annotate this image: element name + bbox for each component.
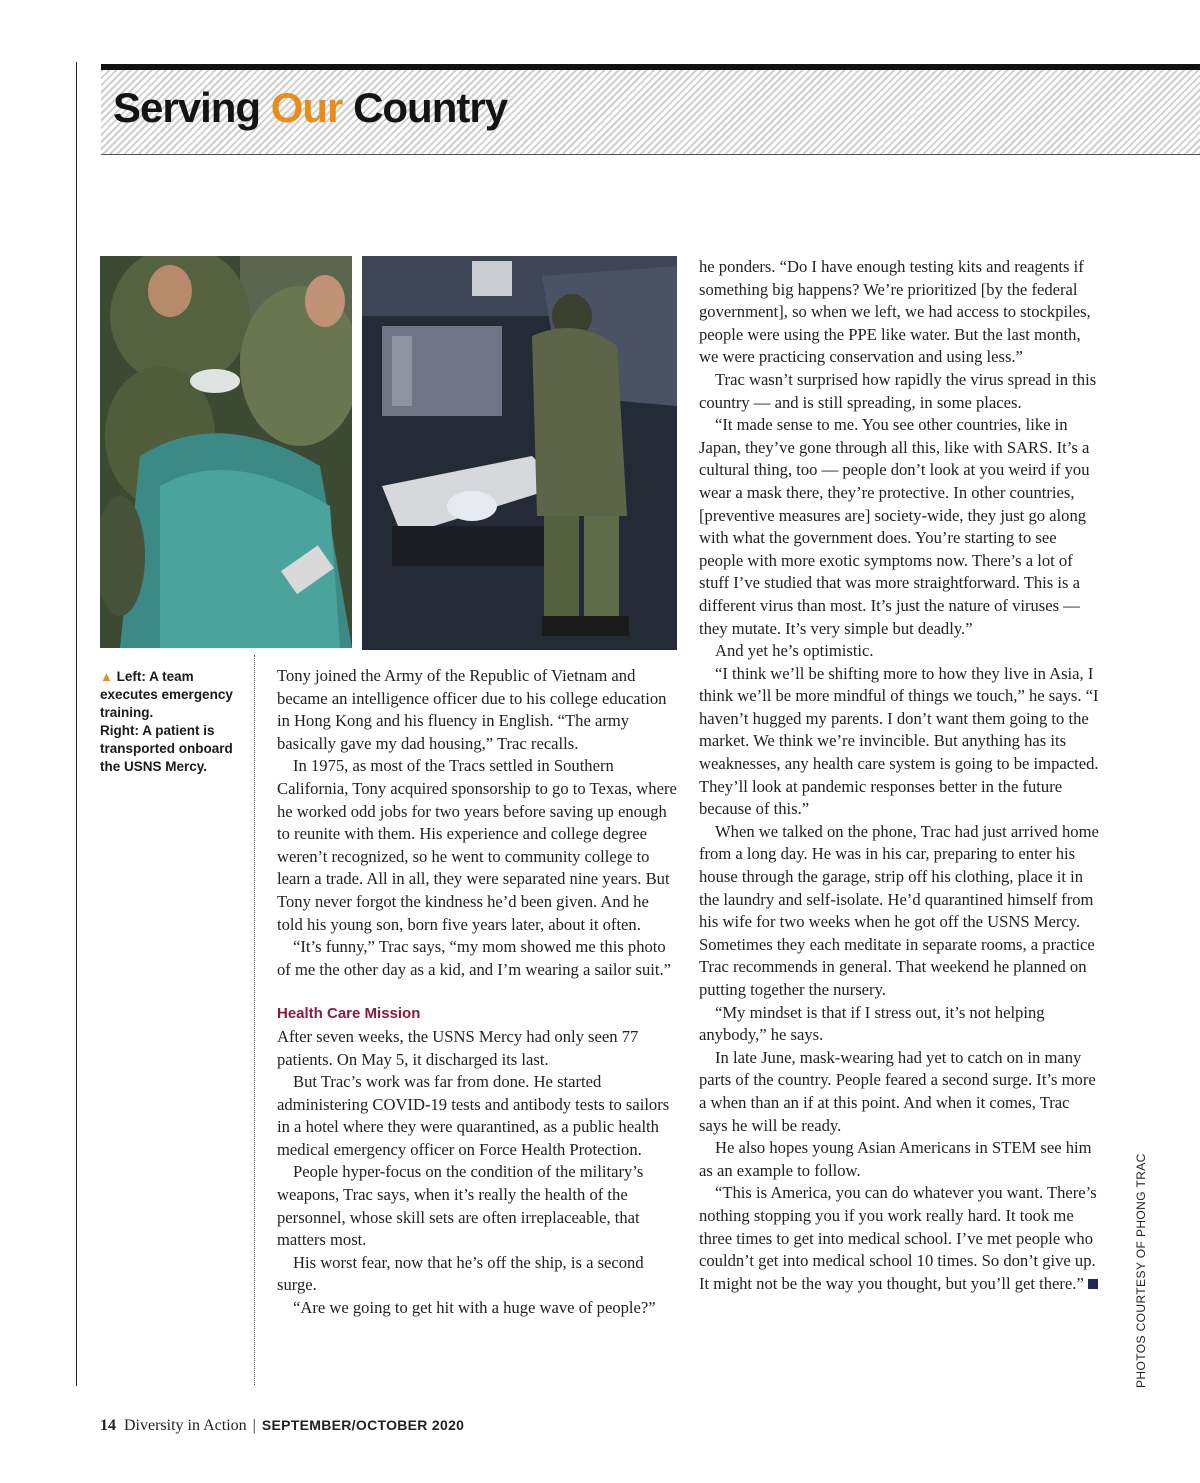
- paragraph-final: [699, 1182, 1099, 1295]
- paragraph: “Are we going to get hit with a huge wave of people?”: [293, 1298, 656, 1318]
- article-column-right: [699, 256, 1099, 1295]
- paragraph: “I think we’ll be shifting more to how they live in Asia, I think we’ll be more mindful of things we touch,” he says. “I haven’t hugged my parents. I don’t want them going to the market. We think we’re invincible. But anything has its weaknesses, any health care system is going to be impacted. They’ll look at pandemic responses better in the future because of this.”: [699, 663, 1099, 819]
- issue-date: SEPTEMBER/OCTOBER 2020: [261, 1417, 465, 1433]
- paragraph: His worst fear, now that he’s off the ship, is a second surge.: [277, 1252, 644, 1295]
- paragraph: In 1975, as most of the Tracs settled in Southern California, Tony acquired sponsorship to go to Texas, where he worked odd jobs for two years before saving up enough to reunite with them. His experience and college degree weren’t recognized, so he went to community college to learn a trade. All in all, they were separated nine years. But Tony never forgot the kindness he’d been given. And he told his young son, born five years later, about it often.: [277, 756, 677, 934]
- photo-emergency-training: [100, 256, 352, 648]
- paragraph: Tony joined the Army of the Republic of Vietnam and became an intelligence officer due to his college education in Hong Kong and his fluency in English. “The army basically gave my dad housing,” Trac recalls.: [277, 666, 667, 753]
- paragraph: he ponders. “Do I have enough testing kits and reagents if something big happens? We’re prioritized [by the federal government], so when we left, we had access to stockpiles, people were using the PPE like water. But the last month, we were practicing conservation and using less.”: [699, 257, 1091, 367]
- paragraph: And yet he’s optimistic.: [715, 641, 874, 661]
- column-divider: [254, 655, 255, 1385]
- paragraph: Trac wasn’t surprised how rapidly the virus spread in this country — and is still spreading, in some places.: [699, 369, 1097, 412]
- photo-emergency-training-illustration: [100, 256, 352, 648]
- paragraph: “It’s funny,” Trac says, “my mom showed me this photo of me the other day as a kid, and I’m wearing a sailor suit.”: [277, 937, 671, 979]
- paragraph: He also hopes young Asian Americans in STEM see him as an example to follow.: [699, 1138, 1092, 1180]
- page-number: 14: [100, 1417, 116, 1434]
- photo-patient-transport: [362, 256, 677, 650]
- title-accent: Our: [270, 84, 343, 131]
- title-part-2: Country: [342, 84, 508, 131]
- end-mark-icon: [1088, 1279, 1098, 1289]
- section-title: [113, 84, 507, 132]
- paragraph-final-text: “This is America, you can do whatever you want. There’s nothing stopping you if you work really hard. It took me three times to get into medical school. I’ve met people who couldn’t get into medical school 10 times. So don’t give up. It might not be the way you thought, but you’ll get there.”: [699, 1183, 1097, 1293]
- caption-left: Left: A team executes emergency training.: [100, 669, 233, 720]
- paragraph: In late June, mask-wearing had yet to catch on in many parts of the country. People feared a second surge. It’s more a when than an if at this point. And when it comes, Trac says he will be ready.: [699, 1047, 1096, 1135]
- paragraph: “It made sense to me. You see other countries, like in Japan, they’ve gone through all this, like with SARS. It’s a cultural thing, too — people don’t look at you weird if you wear a mask there, they’re protective. In other countries, [preventive measures are] society-wide, they just go along with what the government does. You’re starting to see people with more exotic symptoms now. There’s a lot of stuff I’ve studied that was more straightforward. This is a different virus than most. It’s just the nature of viruses — they mutate. It’s very simple but deadly.”: [699, 415, 1090, 638]
- title-part-1: Serving: [113, 84, 271, 131]
- footer-separator: |: [252, 1417, 256, 1434]
- caption-right: Right: A patient is transported onboard the USNS Mercy.: [100, 723, 233, 774]
- photo-caption: [100, 668, 248, 776]
- paragraph: When we talked on the phone, Trac had just arrived home from a long day. He was in his car, preparing to enter his house through the garage, strip off his clothing, place it in the laundry and self-isolate. He’d quarantined himself from his wife for two weeks when he got off the USNS Mercy. Sometimes they each meditate in separate rooms, a practice Trac recommends in general. That weekend he planned on putting together the nursery.: [699, 821, 1099, 999]
- photo-patient-transport-illustration: [362, 256, 677, 650]
- section-heading: Health Care Mission: [277, 1005, 421, 1023]
- paragraph: But Trac’s work was far from done. He started administering COVID-19 tests and antibody tests to sailors in a hotel where they were quarantined, as a public health medical emergency officer on Force Health Protection.: [277, 1072, 670, 1159]
- paragraph: After seven weeks, the USNS Mercy had only seen 77 patients. On May 5, it discharged its last.: [277, 1026, 639, 1069]
- left-margin-rule: [76, 62, 77, 1386]
- paragraph: “My mindset is that if I stress out, it’s not helping anybody,” he says.: [699, 1002, 1045, 1045]
- paragraph: People hyper-focus on the condition of the military’s weapons, Trac says, when it’s really the health of the personnel, whose skill sets are often irreplaceable, that matters most.: [277, 1162, 644, 1250]
- article-column-middle: [277, 665, 677, 1320]
- section-header: [101, 64, 1200, 155]
- page-footer: [100, 1417, 464, 1435]
- caption-triangle-icon: ▲: [100, 669, 113, 684]
- publication-name: Diversity in Action: [124, 1417, 247, 1434]
- photo-credit: PHOTOS COURTESY OF PHONG TRAC: [1134, 1153, 1148, 1388]
